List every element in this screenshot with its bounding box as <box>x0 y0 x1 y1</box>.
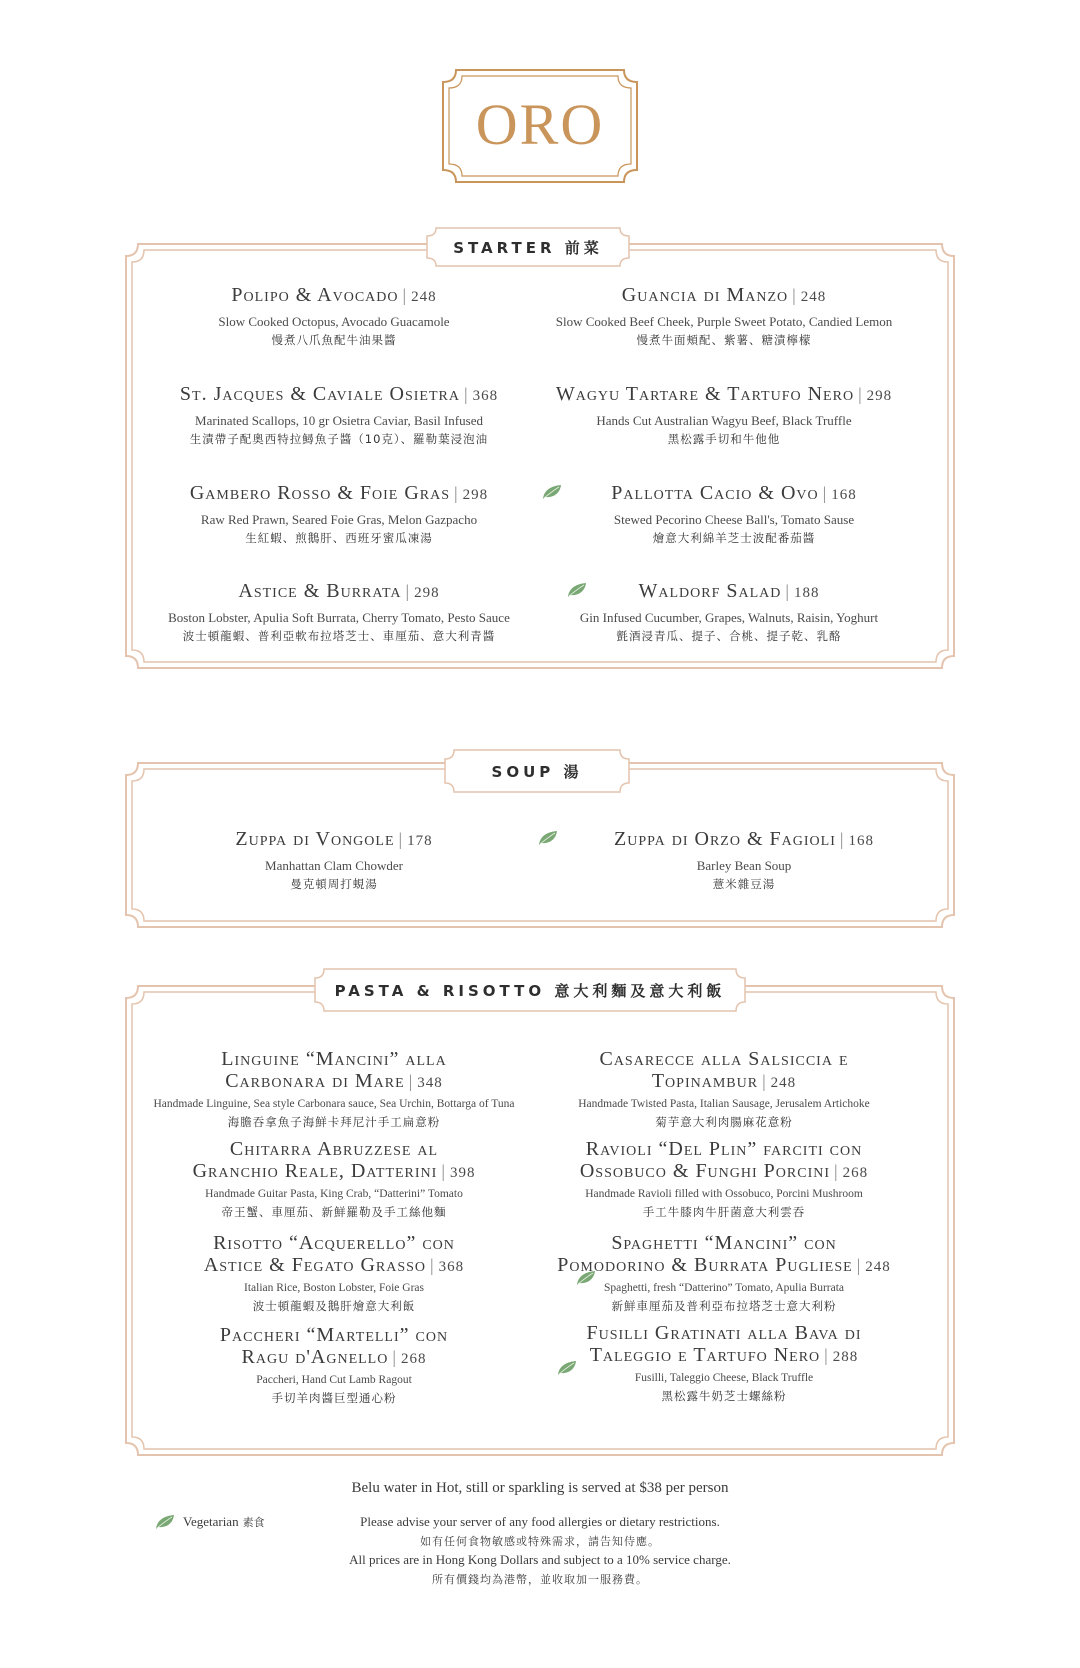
section-tab-pasta <box>314 968 746 1012</box>
allergy-note-zh: 如有任何食物敏感或特殊需求，請告知侍應。 <box>420 1535 660 1548</box>
dish-item: Linguine “Mancini” alla Carbonara di Mare | 348 Handmade Linguine, Sea style Carbonara sauce, Sea Urchin, Bottarga of Tuna 海膽吞拿魚子海鮮卡拜尼汁手工扁意粉 <box>153 1048 515 1129</box>
section-soup <box>124 755 956 935</box>
dish-item: Astice & Burrata | 298 Boston Lobster, Apulia Soft Burrata, Cherry Tomato, Pesto Sauce 波士頓龍蝦、普利亞軟布拉塔芝士、車厘茄、意大利青醬 <box>168 580 510 643</box>
dish-item: Pallotta Cacio & Ovo | 168 Stewed Pecorino Cheese Ball's, Tomato Sause 燴意大利綿羊芝士波配番茄醬 <box>611 482 857 545</box>
dish-item: Zuppa di Orzo & Fagioli | 168 Barley Bean Soup 薏米雜豆湯 <box>614 828 874 891</box>
logo-text: ORO <box>475 92 605 157</box>
dish-item: Guancia di Manzo | 248 Slow Cooked Beef Cheek, Purple Sweet Potato, Candied Lemon 慢煮牛面頰配、紫薯、糖漬檸檬 <box>555 284 893 347</box>
water-note: Belu water in Hot, still or sparkling is served at $38 per person <box>351 1480 729 1496</box>
dish-item: Polipo & Avocado | 248 Slow Cooked Octopus, Avocado Guacamole 慢煮八爪魚配牛油果醬 <box>218 284 450 347</box>
dish-item: Zuppa di Vongole | 178 Manhattan Clam Chowder 曼克頓周打蜆湯 <box>235 828 433 891</box>
section-starter <box>124 236 956 676</box>
dish-item: Waldorf Salad | 188 Gin Infused Cucumber, Grapes, Walnuts, Raisin, Yoghurt 氈酒浸青瓜、提子、合桃、提子乾、乳酪 <box>579 580 879 643</box>
dish-item: Gambero Rosso & Foie Gras | 298 Raw Red Prawn, Seared Foie Gras, Melon Gazpacho 生紅蝦、煎鵝肝、西班牙蜜瓜凍湯 <box>189 482 489 545</box>
allergy-note: Please advise your server of any food allergies or dietary restrictions. <box>360 1514 720 1529</box>
pricing-note-zh: 所有價錢均為港幣，並收取加一服務費。 <box>432 1573 648 1586</box>
section-pasta-risotto <box>124 978 956 1463</box>
dish-item: Casarecce alla Salsiccia e Topinambur | 248 Handmade Twisted Pasta, Italian Sausage, Jerusalem Artichoke 菊芋意大利肉腸麻花意粉 <box>578 1048 870 1129</box>
dish-item: Fusilli Gratinati alla Bava di Taleggio e Tartufo Nero | 288 Fusilli, Taleggio Cheese, Black Truffle 黑松露牛奶芝士螺絲粉 <box>586 1322 862 1403</box>
dish-item: St. Jacques & Caviale Osietra | 368 Marinated Scallops, 10 gr Osietra Caviar, Basil Infused 生漬帶子配奧西特拉鱘魚子醬（10克）、羅勒葉浸泡油 <box>179 383 499 446</box>
vegetarian-label: Vegetarian <box>183 1514 239 1529</box>
vegetarian-label-zh: 素食 <box>242 1516 265 1529</box>
section-title: PASTA & RISOTTO 意大利麵及意大利飯 <box>334 981 726 1000</box>
dish-item: Ravioli “Del Plin” farciti con Ossobuco & Funghi Porcini | 268 Handmade Ravioli filled with Ossobuco, Porcini Mushroom 手工牛膝肉牛肝菌意大利雲吞 <box>579 1138 869 1219</box>
section-tab-soup <box>444 749 630 793</box>
dish-item: Spaghetti “Mancini” con Pomodorino & Burrata Pugliese | 248 Spaghetti, fresh “Datterino” Tomato, Apulia Burrata 新鮮車厘茄及普利亞布拉塔芝士意大利粉 <box>557 1232 891 1313</box>
section-title: STARTER 前菜 <box>453 238 603 257</box>
section-title: SOUP 湯 <box>491 762 583 781</box>
dish-item: Paccheri “Martelli” con Ragu d'Agnello | 268 Paccheri, Hand Cut Lamb Ragout 手切羊肉醬巨型通心粉 <box>219 1324 449 1405</box>
restaurant-logo <box>442 69 638 183</box>
pricing-note: All prices are in Hong Kong Dollars and subject to a 10% service charge. <box>349 1552 731 1567</box>
dish-item: Risotto “Acquerello” con Astice & Fegato Grasso | 368 Italian Rice, Boston Lobster, Foie Gras 波士頓龍蝦及鵝肝燴意大利飯 <box>203 1232 465 1313</box>
section-tab-starter <box>426 227 630 267</box>
dish-item: Wagyu Tartare & Tartufo Nero | 298 Hands Cut Australian Wagyu Beef, Black Truffle 黑松露手切和牛他他 <box>555 383 893 446</box>
dish-item: Chitarra Abruzzese al Granchio Reale, Datterini | 398 Handmade Guitar Pasta, King Crab, “Datterini” Tomato 帝王蟹、車厘茄、新鮮羅勒及手工絲他麵 <box>192 1138 476 1219</box>
